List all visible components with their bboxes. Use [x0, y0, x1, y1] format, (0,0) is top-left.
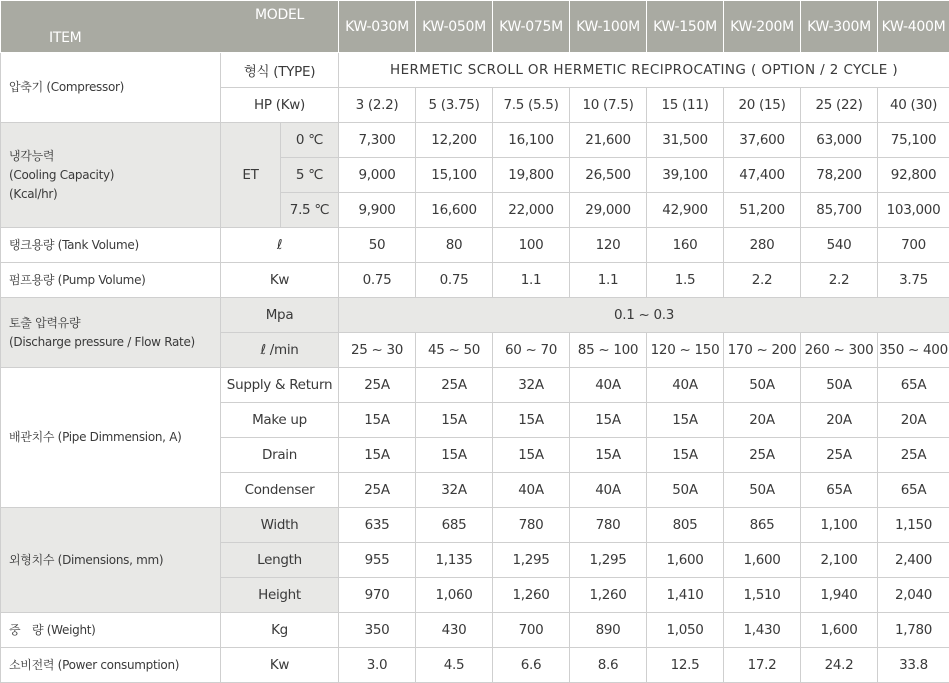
table-cell: 3.0 — [339, 648, 416, 683]
table-cell: 25 ~ 30 — [339, 333, 416, 368]
table-cell: 16,600 — [416, 193, 493, 228]
et-label: ET — [221, 123, 281, 228]
header-model-label: MODEL — [255, 7, 304, 23]
table-cell: 9,900 — [339, 193, 416, 228]
table-cell: 42,900 — [647, 193, 724, 228]
table-cell: 700 — [493, 613, 570, 648]
table-cell: 25A — [878, 438, 949, 473]
table-cell: 25A — [339, 473, 416, 508]
type-label: 형식 (TYPE) — [221, 53, 339, 88]
table-row — [1, 613, 949, 648]
table-cell: 2,040 — [878, 578, 949, 613]
table-cell: 805 — [647, 508, 724, 543]
table-cell: 1,295 — [570, 543, 647, 578]
table-cell: 890 — [570, 613, 647, 648]
table-cell: 40A — [570, 473, 647, 508]
table-cell: 1,100 — [801, 508, 878, 543]
table-cell: 33.8 — [878, 648, 949, 683]
table-cell: 15A — [647, 403, 724, 438]
table-cell: 65A — [801, 473, 878, 508]
table-row — [1, 368, 949, 403]
table-cell: 955 — [339, 543, 416, 578]
table-cell: 15,100 — [416, 158, 493, 193]
pipe-label: 배관치수 (Pipe Dimmension, A) — [1, 368, 221, 508]
mpa-value: 0.1 ~ 0.3 — [339, 298, 949, 333]
header-item-model-cell — [1, 1, 339, 53]
table-cell: 685 — [416, 508, 493, 543]
table-cell: 12,200 — [416, 123, 493, 158]
table-cell: 24.2 — [801, 648, 878, 683]
table-cell: 160 — [647, 228, 724, 263]
table-cell: 170 ~ 200 — [724, 333, 801, 368]
table-cell: 7,300 — [339, 123, 416, 158]
table-cell: 1,050 — [647, 613, 724, 648]
temp-label: 5 ℃ — [281, 158, 339, 193]
table-cell: 8.6 — [570, 648, 647, 683]
model-header: KW-075M — [493, 1, 570, 53]
discharge-label-line1: 토출 압력유량 — [9, 314, 220, 333]
table-cell: 25 (22) — [801, 88, 878, 123]
flow-unit: ℓ /min — [221, 333, 339, 368]
table-cell: 1,150 — [878, 508, 949, 543]
model-header: KW-100M — [570, 1, 647, 53]
table-cell: 45 ~ 50 — [416, 333, 493, 368]
table-cell: 1.5 — [647, 263, 724, 298]
table-cell: 2.2 — [801, 263, 878, 298]
table-cell: 65A — [878, 473, 949, 508]
table-cell: 39,100 — [647, 158, 724, 193]
table-cell: 15A — [493, 403, 570, 438]
table-cell: 25A — [801, 438, 878, 473]
table-cell: 780 — [493, 508, 570, 543]
table-cell: 75,100 — [878, 123, 949, 158]
mpa-unit: Mpa — [221, 298, 339, 333]
table-cell: 15A — [493, 438, 570, 473]
table-cell: 10 (7.5) — [570, 88, 647, 123]
table-cell: 20A — [878, 403, 949, 438]
temp-label: 7.5 ℃ — [281, 193, 339, 228]
table-cell: 16,100 — [493, 123, 570, 158]
pipe-row-name: Drain — [221, 438, 339, 473]
table-row — [1, 648, 949, 683]
table-row — [1, 53, 949, 88]
table-cell: 2,400 — [878, 543, 949, 578]
table-cell: 40 (30) — [878, 88, 949, 123]
tank-unit: ℓ — [221, 228, 339, 263]
table-cell: 7.5 (5.5) — [493, 88, 570, 123]
table-cell: 85 ~ 100 — [570, 333, 647, 368]
table-cell: 700 — [878, 228, 949, 263]
pump-label: 펌프용량 (Pump Volume) — [1, 263, 221, 298]
table-cell: 120 — [570, 228, 647, 263]
table-cell: 37,600 — [724, 123, 801, 158]
table-cell: 25A — [724, 438, 801, 473]
table-cell: 635 — [339, 508, 416, 543]
table-cell: 50A — [724, 368, 801, 403]
table-cell: 1.1 — [493, 263, 570, 298]
table-cell: 2.2 — [724, 263, 801, 298]
table-cell: 40A — [493, 473, 570, 508]
table-cell: 25A — [339, 368, 416, 403]
table-cell: 12.5 — [647, 648, 724, 683]
table-row — [1, 123, 949, 158]
table-cell: 1.1 — [570, 263, 647, 298]
table-cell: 1,510 — [724, 578, 801, 613]
model-header: KW-050M — [416, 1, 493, 53]
temp-label: 0 ℃ — [281, 123, 339, 158]
table-cell: 0.75 — [339, 263, 416, 298]
table-cell: 20 (15) — [724, 88, 801, 123]
cooling-label-line2: (Cooling Capacity) — [9, 166, 220, 185]
table-cell: 92,800 — [878, 158, 949, 193]
compressor-label: 압축기 (Compressor) — [1, 53, 221, 123]
table-cell: 1,600 — [801, 613, 878, 648]
table-cell: 780 — [570, 508, 647, 543]
model-header: KW-030M — [339, 1, 416, 53]
table-cell: 15A — [339, 438, 416, 473]
model-header: KW-200M — [724, 1, 801, 53]
cooling-label — [1, 123, 221, 228]
table-cell: 280 — [724, 228, 801, 263]
header-item-label: ITEM — [49, 30, 81, 46]
table-cell: 1,135 — [416, 543, 493, 578]
table-cell: 1,940 — [801, 578, 878, 613]
table-cell: 1,260 — [493, 578, 570, 613]
table-cell: 22,000 — [493, 193, 570, 228]
table-cell: 50A — [647, 473, 724, 508]
table-cell: 5 (3.75) — [416, 88, 493, 123]
table-cell: 3 (2.2) — [339, 88, 416, 123]
discharge-label — [1, 298, 221, 368]
table-row — [1, 508, 949, 543]
table-cell: 32A — [493, 368, 570, 403]
pipe-row-name: Condenser — [221, 473, 339, 508]
table-cell: 50A — [801, 368, 878, 403]
dimension-row-name: Length — [221, 543, 339, 578]
hp-label: HP (Kw) — [221, 88, 339, 123]
table-row — [1, 263, 949, 298]
table-cell: 1,060 — [416, 578, 493, 613]
table-cell: 1,430 — [724, 613, 801, 648]
table-cell: 15 (11) — [647, 88, 724, 123]
table-cell: 1,600 — [647, 543, 724, 578]
discharge-label-line2: (Discharge pressure / Flow Rate) — [9, 333, 220, 352]
table-cell: 63,000 — [801, 123, 878, 158]
cooling-label-line3: (Kcal/hr) — [9, 185, 220, 204]
table-cell: 21,600 — [570, 123, 647, 158]
table-cell: 865 — [724, 508, 801, 543]
table-cell: 20A — [801, 403, 878, 438]
table-cell: 47,400 — [724, 158, 801, 193]
table-cell: 17.2 — [724, 648, 801, 683]
table-cell: 40A — [647, 368, 724, 403]
table-cell: 51,200 — [724, 193, 801, 228]
table-cell: 1,600 — [724, 543, 801, 578]
table-row — [1, 228, 949, 263]
table-cell: 430 — [416, 613, 493, 648]
table-cell: 3.75 — [878, 263, 949, 298]
dimensions-label: 외형치수 (Dimensions, mm) — [1, 508, 221, 613]
cooling-label-line1: 냉각능력 — [9, 147, 220, 166]
table-cell: 65A — [878, 368, 949, 403]
table-cell: 1,260 — [570, 578, 647, 613]
table-cell: 1,780 — [878, 613, 949, 648]
table-cell: 15A — [416, 403, 493, 438]
table-cell: 100 — [493, 228, 570, 263]
table-cell: 1,295 — [493, 543, 570, 578]
power-unit: Kw — [221, 648, 339, 683]
table-cell: 80 — [416, 228, 493, 263]
table-cell: 1,410 — [647, 578, 724, 613]
table-cell: 20A — [724, 403, 801, 438]
type-value: HERMETIC SCROLL OR HERMETIC RECIPROCATING ( OPTION / 2 CYCLE ) — [339, 53, 949, 88]
table-cell: 0.75 — [416, 263, 493, 298]
table-cell: 60 ~ 70 — [493, 333, 570, 368]
table-cell: 50A — [724, 473, 801, 508]
table-cell: 970 — [339, 578, 416, 613]
table-cell: 50 — [339, 228, 416, 263]
pipe-row-name: Make up — [221, 403, 339, 438]
pipe-row-name: Supply & Return — [221, 368, 339, 403]
table-cell: 6.6 — [493, 648, 570, 683]
table-cell: 85,700 — [801, 193, 878, 228]
table-cell: 26,500 — [570, 158, 647, 193]
table-cell: 4.5 — [416, 648, 493, 683]
table-cell: 15A — [416, 438, 493, 473]
table-cell: 350 ~ 400 — [878, 333, 949, 368]
table-cell: 15A — [647, 438, 724, 473]
table-cell: 15A — [570, 438, 647, 473]
table-cell: 15A — [339, 403, 416, 438]
table-cell: 260 ~ 300 — [801, 333, 878, 368]
tank-label: 탱크용량 (Tank Volume) — [1, 228, 221, 263]
power-label: 소비전력 (Power consumption) — [1, 648, 221, 683]
table-cell: 19,800 — [493, 158, 570, 193]
table-cell: 31,500 — [647, 123, 724, 158]
weight-unit: Kg — [221, 613, 339, 648]
table-cell: 2,100 — [801, 543, 878, 578]
table-cell: 350 — [339, 613, 416, 648]
dimension-row-name: Width — [221, 508, 339, 543]
weight-label: 중 량 (Weight) — [1, 613, 221, 648]
table-cell: 78,200 — [801, 158, 878, 193]
table-row — [1, 298, 949, 333]
model-header: KW-400M — [878, 1, 949, 53]
table-cell: 120 ~ 150 — [647, 333, 724, 368]
table-cell: 40A — [570, 368, 647, 403]
dimension-row-name: Height — [221, 578, 339, 613]
table-cell: 540 — [801, 228, 878, 263]
table-cell: 103,000 — [878, 193, 949, 228]
table-cell: 25A — [416, 368, 493, 403]
model-header: KW-300M — [801, 1, 878, 53]
model-header: KW-150M — [647, 1, 724, 53]
table-cell: 9,000 — [339, 158, 416, 193]
table-cell: 15A — [570, 403, 647, 438]
table-cell: 29,000 — [570, 193, 647, 228]
table-cell: 32A — [416, 473, 493, 508]
pump-unit: Kw — [221, 263, 339, 298]
